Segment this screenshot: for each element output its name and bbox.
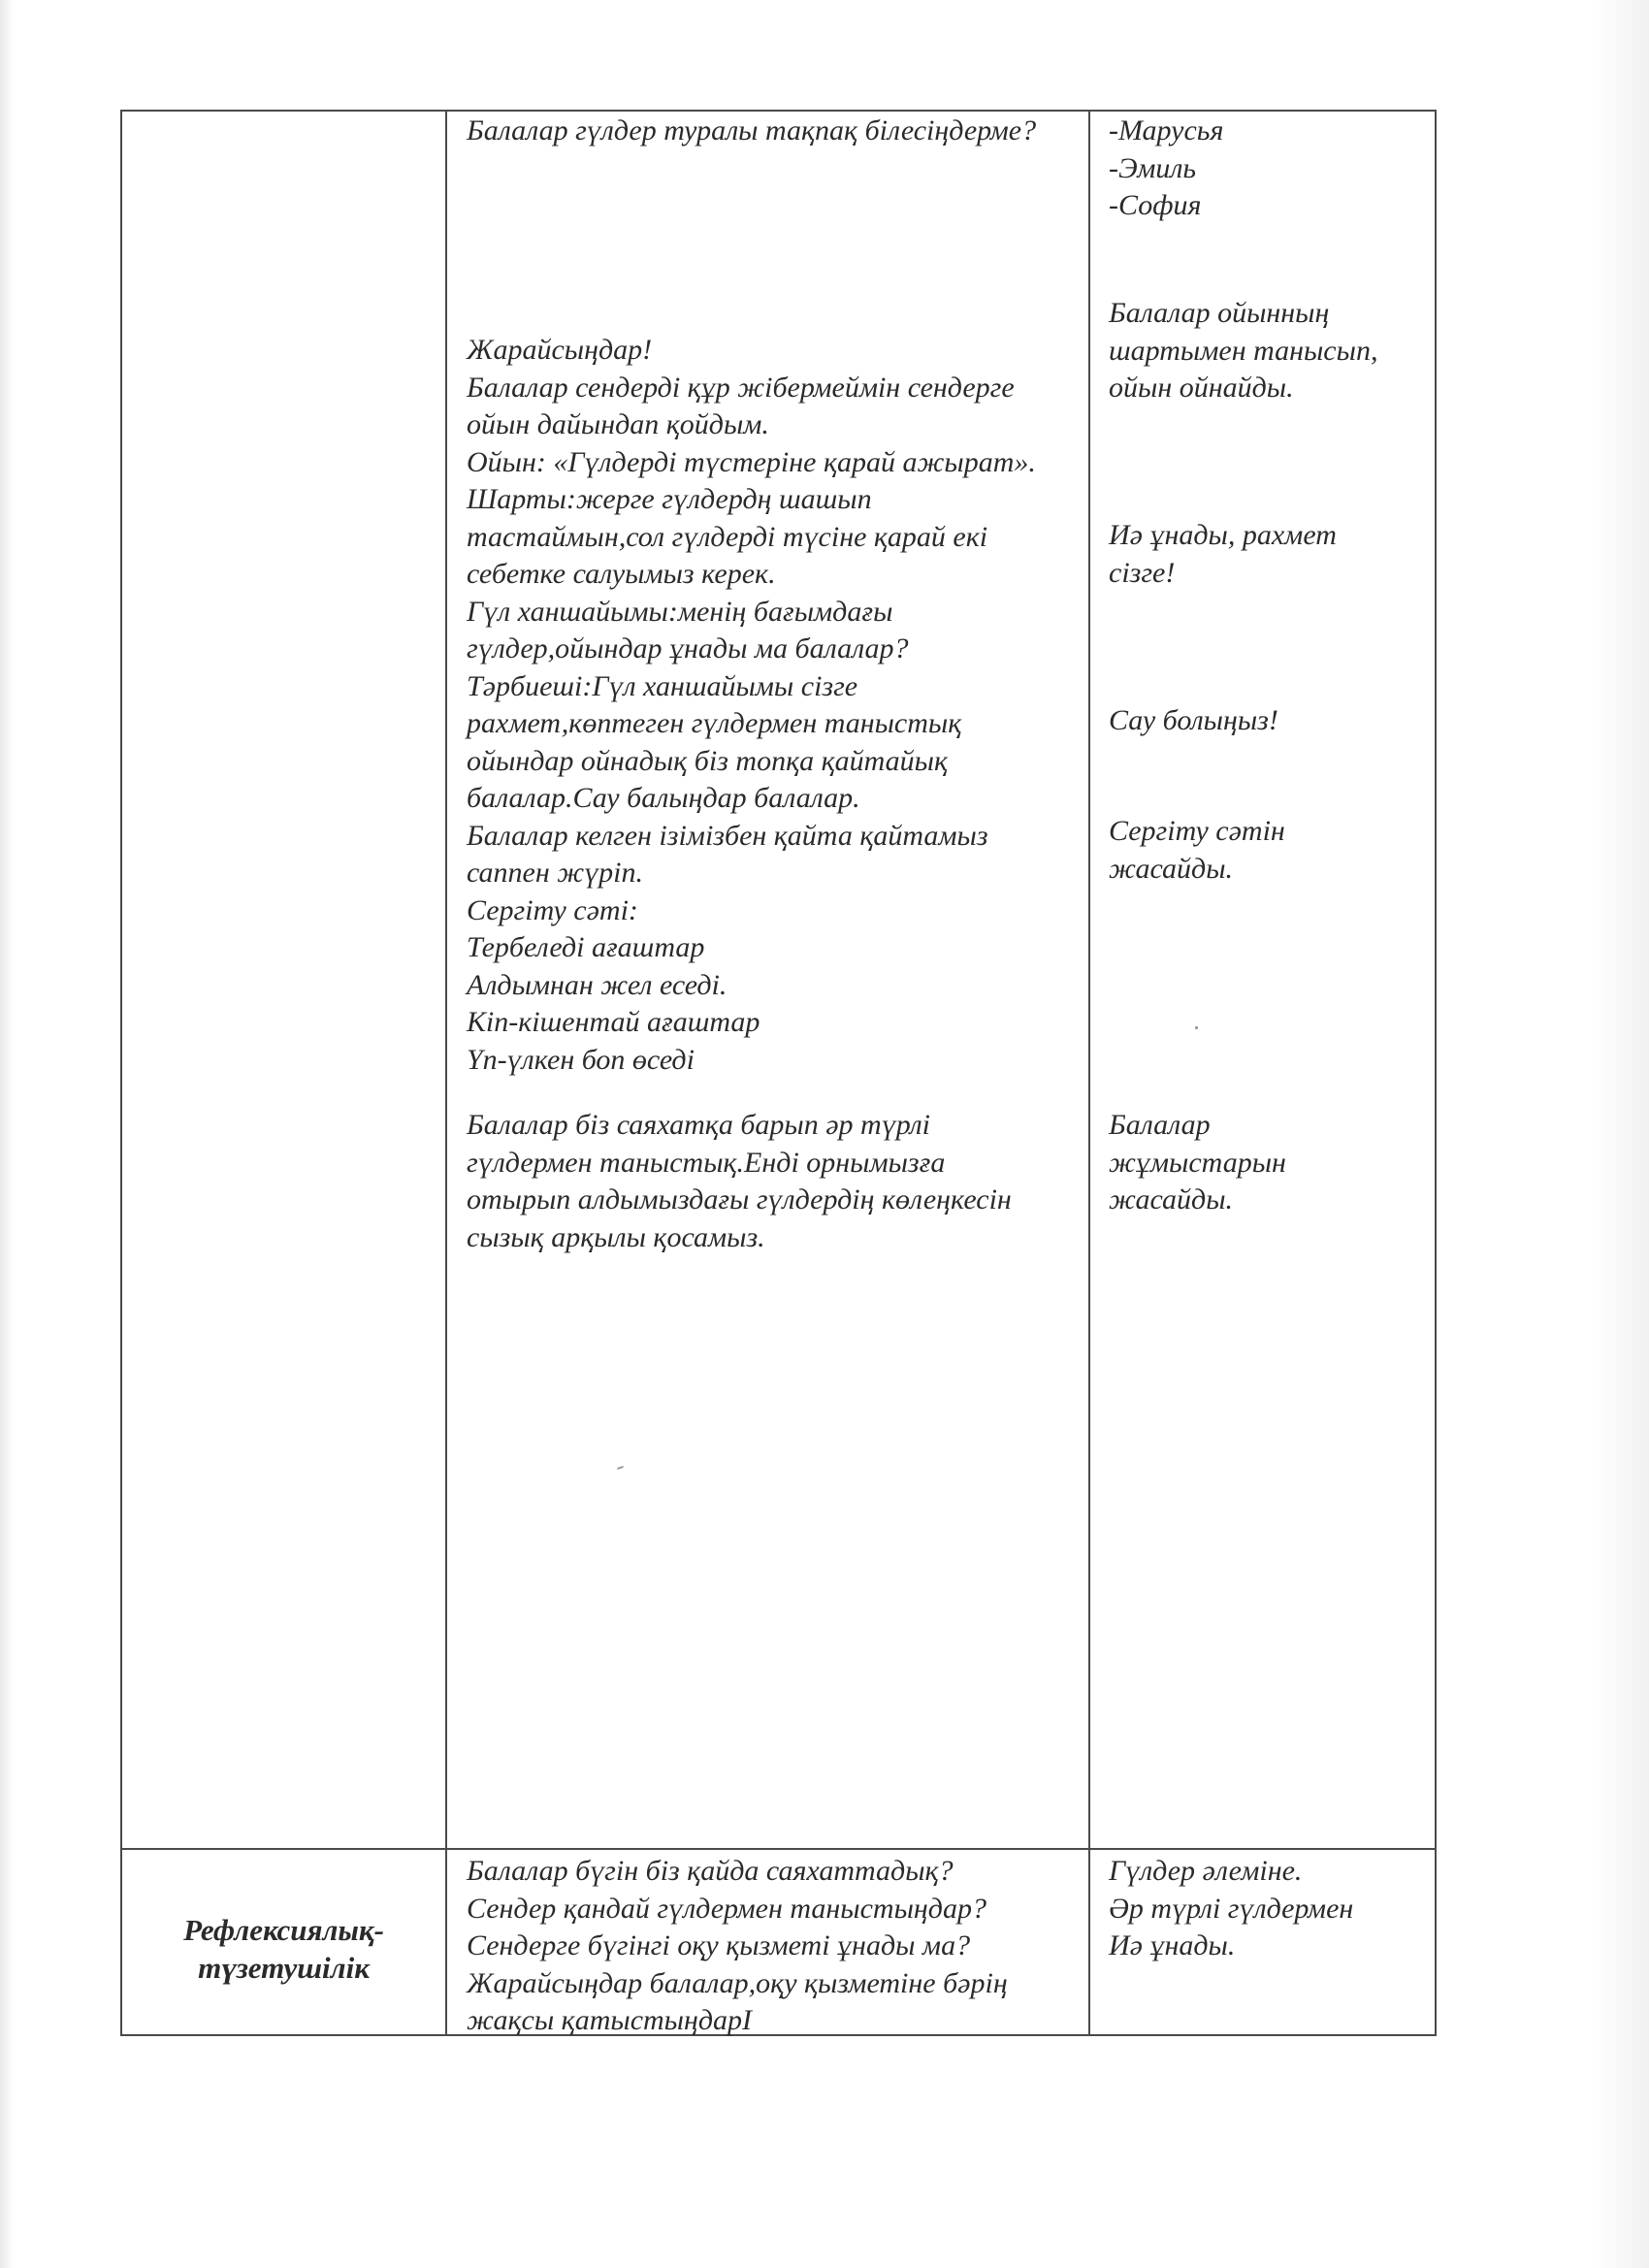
reflection-teacher-cell: [446, 1849, 1089, 2035]
children-work-response: Балалар жұмыстарын жасайды.: [1109, 1109, 1286, 1215]
reflection-children-cell: [1089, 1849, 1436, 2035]
scan-speck: [1195, 1026, 1198, 1029]
teacher-game-instructions: Жарайсыңдар! Балалар сендерді құр жібермеймін сендерге ойын дайындап қойдым. Ойын: «Гүлдерді түстеріне қарай ажырат». Шарты:жерге гүлдердң шашып тастаймын,сол гүлдерді түсіне қарай екі себетке салуымыз керек. Гүл ханшайымы:менің бағымдағы гүлдер,ойындар ұнады ма балалар? Тәрбиеші:Гүл ханшайымы сізге рахмет,көптеген гүлдермен таныстық ойындар ойнадық біз топқа қайтайық балалар.Сау балыңдар балалар. Балалар келген ізімізбен қайта қайтамыз саппен жүріп. Сергіту сәті: Тербеледі ағаштар Алдымнан жел еседі. Кіп-кішентай ағаштар Үп-үлкен боп өседі: [467, 334, 1036, 1076]
table-row-reflection: [121, 1849, 1436, 2035]
reflection-stage-cell: [121, 1849, 446, 2035]
stage-cell-empty: [121, 111, 446, 1849]
lesson-plan-table: [120, 110, 1437, 2036]
teacher-closing-task: Балалар біз саяхатқа барып әр түрлі гүлдермен таныстық.Енді орнымызға отырып алдымыздағы гүлдердің көлеңкесін сызық арқылы қосамыз.: [467, 1109, 1012, 1253]
children-goodbye-response: Сау болыңыз!: [1109, 704, 1278, 736]
children-exercise-response: Сергіту сәтін жасайды.: [1109, 815, 1285, 885]
reflection-stage-label: Рефлексиялық- түзетушілік: [183, 1913, 384, 1985]
scan-shadow-left: [0, 0, 14, 2268]
reflection-children-answers: Гүлдер әлеміне. Әр түрлі гүлдермен Иә ұнады.: [1109, 1855, 1354, 1961]
children-activity-cell: [1089, 111, 1436, 1849]
children-liked-response: Иә ұнады, рахмет сізге!: [1109, 519, 1337, 589]
scan-shadow-right: [1591, 0, 1649, 2268]
table-row-main-activity: [121, 111, 1436, 1849]
reflection-teacher-questions: Балалар бүгін біз қайда саяхаттадық? Сендер қандай гүлдермен таныстыңдар? Сендерге бүгінгі оқу қызметі ұнады ма? Жарайсыңдар балалар,оқу қызметіне бәрің жақсы қатыстыңдарІ: [467, 1855, 1008, 2036]
children-names-list: -Марусья -Эмиль -София: [1109, 114, 1224, 221]
teacher-activity-cell: [446, 111, 1089, 1849]
children-game-response: Балалар ойынның шартымен танысып, ойын ойнайды.: [1109, 297, 1378, 404]
teacher-question-poems: Балалар гүлдер туралы тақпақ білесіңдерме?: [467, 114, 1037, 146]
